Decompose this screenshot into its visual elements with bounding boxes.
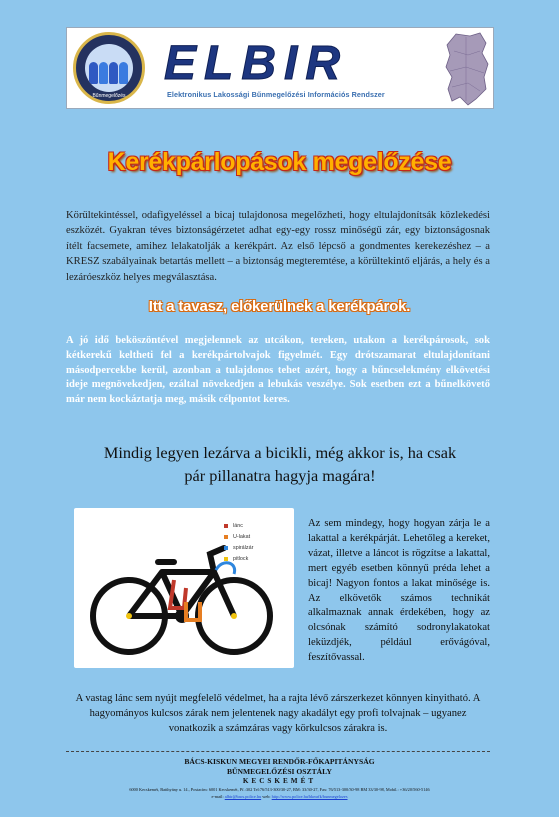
county-map-icon [442, 31, 490, 107]
crime-prevention-badge-logo [73, 32, 145, 104]
footer-address: 6000 Kecskemét, Batthyány u. 14., Postacím: 6001 Kecskemét, Pf.:302 Tel:76/513-300/30-27, BM: 33/30-27, Fax: 76/513-300/30-98 BM 33/30-98, Mobil.: +36/20/560-5146 [129, 787, 430, 792]
intro-paragraph: Körültekintéssel, odafigyeléssel a bicaj tulajdonosa megelőzheti, hogy eltulajdonítsák közlekedési eszközét. Gyakran téves biztonságérzetet adhat egy-egy rossz minőségű zár, egy biztonságosnak ítélt facsemete, amihez lelakatolják a kerékpárt. Az első lépcső a gondmentes kerekezéshez – a KRESZ szabályainak betartás mellett – a biztonság megteremtése, a körültekintő eljárás, a hely és a lezáróeszköz helyes megválasztása. [66, 210, 490, 283]
footer-org: BÁCS-KISKUN MEGYEI RENDŐR-FŐKAPITÁNYSÁG [184, 757, 375, 766]
email-link[interactable]: albir@bacs.police.hu [224, 794, 262, 799]
web-label: web: [262, 794, 271, 799]
legend-item-chain [224, 520, 253, 531]
email-label: e-mail: [211, 794, 224, 799]
legend-swatch-icon [224, 524, 228, 528]
legend-label: pitlock [233, 555, 249, 562]
legend-item-u-lock [224, 531, 253, 542]
callout-line-1: Mindig legyen lezárva a bicikli, még akkor is, ha csak [103, 443, 457, 462]
elbir-subtitle: Elektronikus Lakossági Bűnmegelőzési Információs Rendszer [167, 90, 385, 99]
legend-item-pitlock [224, 553, 253, 564]
section-subtitle: Itt a tavasz, előkerülnek a kerékpárok. [148, 298, 411, 315]
footer-contact [40, 794, 519, 799]
elbir-logo-text: ELBIR [164, 37, 348, 90]
legend-label: lánc [233, 522, 243, 529]
legend-label: spirálzár [233, 544, 254, 551]
page-title: Kerékpárlopások megelőzése [107, 148, 452, 176]
legend-label: U-lakat [233, 533, 251, 540]
lock-advice-paragraph: Az sem mindegy, hogy hogyan zárja le a lakattal a kerékpárját. Lehetőleg a kereket, vázat, illetve a láncot is rögzítse a lakattal, mert egyéb esetben könnyű préda lehet a bicaj! Nagyon fontos a lakat minősége is. Az elkövetők számos technikát alkalmaznak annak érdekében, hogy az olcsónak számító sodronylakatokat leküzdjék, például erővágóval, feszítővassal. [308, 518, 490, 664]
lock-legend [224, 520, 253, 564]
bicycle-icon [74, 508, 294, 668]
legend-item-spiral-lock [224, 542, 253, 553]
legend-swatch-icon [224, 557, 228, 561]
callout-warning [70, 441, 490, 487]
chain-advice-paragraph: A vastag lánc sem nyújt megfelelő védelmet, ha a rajta lévő zárszerkezet könnyen kinyitható. A hagyományos kulcsos zárak nem jelentenek nagy akadályt egy profi tolvajnak – ugyanez vonatkozik a számzáras vagy körkulcsos zárakra is. [75, 693, 481, 734]
elbir-banner [66, 27, 494, 109]
footer-dept: BŰNMEGELŐZÉSI OSZTÁLY [226, 767, 332, 776]
legend-swatch-icon [224, 535, 228, 539]
legend-swatch-icon [224, 546, 228, 550]
locked-bicycle-illustration [74, 508, 294, 668]
footer-divider [66, 751, 490, 752]
callout-line-2: pár pillanatra hagyja magára! [184, 466, 376, 485]
web-link[interactable]: http://www.police.hu/bkmrfk/bunmegelozes [271, 794, 348, 799]
spring-paragraph: A jó idő beköszöntével megjelennek az utcákon, tereken, utakon a kerékpárosok, sok kétkerekű keltheti fel a kerékpártolvajok figyelmét. Egy drótszamarat eltulajdonítani másodpercekbe kerül, azonban a tulajdonos tehet azért, hogy a bűncselekmény elkövetési ideje megnövekedjen, ezáltal növekedjen a lebukás veszélye. Sok esetben ezt a bűnelkövető már nem kockáztatja meg, másik célpontot keres. [66, 335, 490, 406]
badge-text: Bűnmegelőzés [92, 93, 126, 99]
footer-city: KECSKEMÉT [242, 777, 317, 785]
